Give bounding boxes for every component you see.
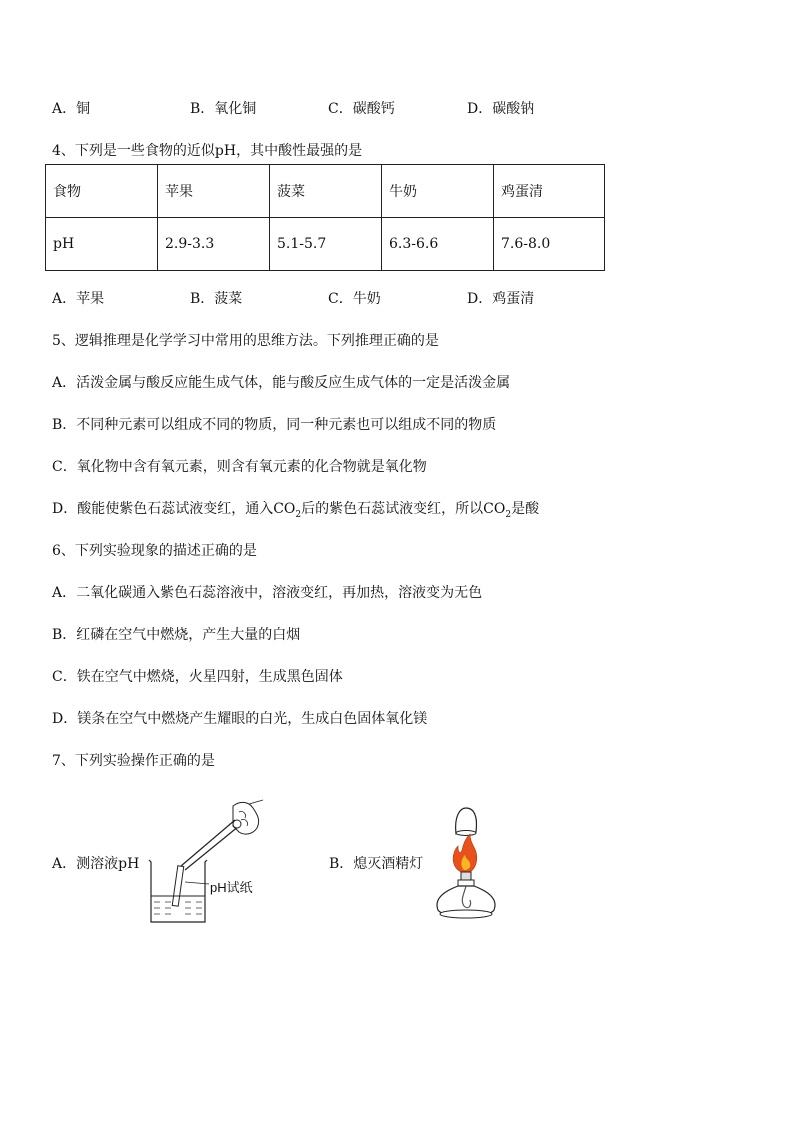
q4-option-c[interactable]: C．牛奶: [328, 291, 381, 307]
ph-measure-figure: [145, 798, 275, 928]
ph-table: [45, 164, 605, 271]
q3-options: [52, 99, 612, 119]
q5-option-d[interactable]: [52, 499, 539, 525]
q4-options: [52, 289, 612, 309]
q5-stem: 5、逻辑推理是化学学习中常用的思维方法。下列推理正确的是: [52, 333, 439, 349]
table-cell: 鸡蛋清: [494, 165, 605, 218]
alcohol-lamp-figure: [430, 802, 500, 924]
q6-option-b[interactable]: B．红磷在空气中燃烧，产生大量的白烟: [52, 627, 301, 643]
table-cell: 5.1-5.7: [270, 218, 382, 271]
q5-d-text-1: D．酸能使紫色石蕊试液变红，通入CO: [52, 501, 296, 517]
q6-option-a[interactable]: A．二氧化碳通入紫色石蕊溶液中，溶液变红，再加热，溶液变为无色: [52, 585, 483, 601]
table-header-row: [46, 165, 605, 218]
q5-option-c[interactable]: C．氧化物中含有氧元素，则含有氧元素的化合物就是氧化物: [52, 459, 427, 475]
table-cell: pH: [46, 218, 158, 271]
q6-option-d[interactable]: D．镁条在空气中燃烧产生耀眼的白光，生成白色固体氧化镁: [52, 711, 428, 727]
q3-option-a[interactable]: A．铜: [52, 101, 91, 117]
q3-option-d[interactable]: D．碳酸钠: [467, 101, 535, 117]
q6-option-c[interactable]: C．铁在空气中燃烧，火星四射，生成黑色固体: [52, 669, 343, 685]
q5-d-text-3: 是酸: [511, 501, 540, 517]
q5-d-text-2: 后的紫色石蕊试液变红，所以CO: [301, 501, 506, 517]
q4-option-a[interactable]: A．苹果: [52, 291, 105, 307]
q4-option-d[interactable]: D．鸡蛋清: [467, 291, 535, 307]
subscript-2: 2: [295, 509, 302, 520]
table-row: [46, 218, 605, 271]
table-cell: 7.6-8.0: [494, 218, 605, 271]
q7-stem: 7、下列实验操作正确的是: [52, 753, 215, 769]
q7-option-b-label[interactable]: B．熄灭酒精灯: [329, 856, 424, 872]
table-cell: 2.9-3.3: [158, 218, 270, 271]
subscript-2: 2: [505, 509, 512, 520]
table-cell: 6.3-6.6: [382, 218, 494, 271]
q6-stem: 6、下列实验现象的描述正确的是: [52, 543, 257, 559]
q7-option-a-label[interactable]: A．测溶液pH: [52, 856, 140, 872]
table-cell: 苹果: [158, 165, 270, 218]
q3-option-c[interactable]: C．碳酸钙: [328, 101, 395, 117]
table-cell: 菠菜: [270, 165, 382, 218]
q5-option-b[interactable]: B．不同种元素可以组成不同的物质，同一种元素也可以组成不同的物质: [52, 417, 497, 433]
q4-option-b[interactable]: B．菠菜: [190, 291, 243, 307]
table-cell: 牛奶: [382, 165, 494, 218]
ph-paper-label: pH试纸: [210, 880, 253, 895]
table-cell: 食物: [46, 165, 158, 218]
q4-stem: 4、下列是一些食物的近似pH，其中酸性最强的是: [52, 143, 363, 159]
q3-option-b[interactable]: B．氧化铜: [190, 101, 257, 117]
q5-option-a[interactable]: A．活泼金属与酸反应能生成气体，能与酸反应生成气体的一定是活泼金属: [52, 375, 511, 391]
